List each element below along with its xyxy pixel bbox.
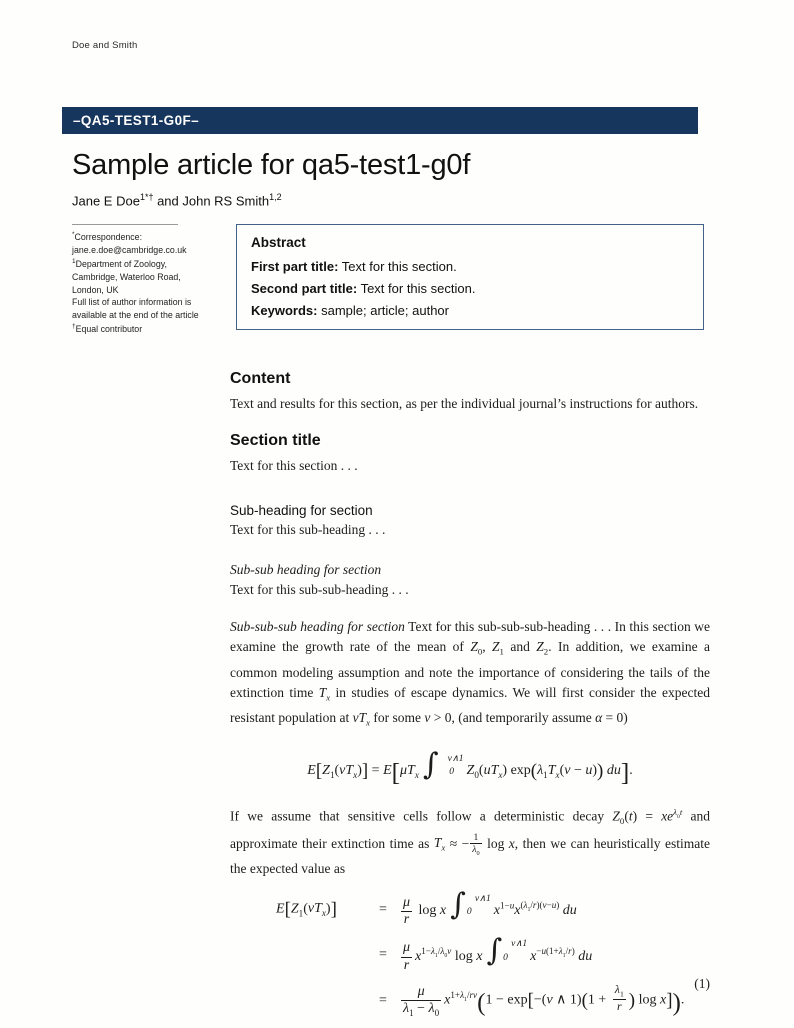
abstract-row-label: First part title: bbox=[251, 259, 339, 275]
content-paragraph: Text and results for this section, as per the individual journal’s instructions for authors. bbox=[230, 395, 699, 411]
abstract-keywords-row bbox=[251, 303, 689, 318]
article-title: Sample article for qa5-test1-g0f bbox=[72, 149, 471, 181]
correspondence-block bbox=[72, 224, 224, 336]
subsection-paragraph: Text for this sub-heading . . . bbox=[230, 521, 386, 537]
run-in-paragraph bbox=[230, 617, 710, 734]
equation-lhs: $E[Z_1(vT_x)]$ bbox=[276, 898, 337, 920]
author-info-note: Full list of author information is bbox=[72, 297, 192, 308]
section-paragraph: Text for this section . . . bbox=[230, 458, 358, 474]
subsection-heading: Sub-heading for section bbox=[230, 502, 373, 518]
main-column bbox=[230, 370, 710, 1018]
running-head: Doe and Smith bbox=[72, 40, 138, 51]
equation-row bbox=[276, 887, 710, 928]
equals-sign: = bbox=[379, 992, 387, 1008]
abstract-box bbox=[236, 224, 704, 330]
subsubsection-paragraph: Text for this sub-sub-heading . . . bbox=[230, 582, 409, 598]
affiliation-line: $^1$Department of Zoology, bbox=[72, 258, 167, 270]
equation-row bbox=[276, 932, 710, 974]
abstract-row bbox=[251, 259, 689, 274]
equation-row bbox=[276, 983, 710, 1019]
aligned-equation-block bbox=[230, 887, 710, 1018]
subsubsection-heading: Sub-sub heading for section bbox=[230, 562, 382, 578]
equation-number: (1) bbox=[694, 976, 710, 992]
abstract-row-label: Second part title: bbox=[251, 281, 358, 297]
equation-rhs: $\frac{\mu}{\lambda_1 - \lambda_0}$ $x^{1+\lambda_1/rv}(1 - \exp[-(v$ ∧ 1)(1 + $\frac{\lambda_1}{r}$ ) log x]). bbox=[403, 981, 685, 1018]
article-type-banner: –QA5-TEST1-G0F– bbox=[62, 107, 698, 134]
equal-contributor-note: †Equal contributor bbox=[72, 323, 143, 335]
equals-sign: = bbox=[379, 947, 387, 963]
affiliation-line: London, UK bbox=[72, 284, 119, 295]
equals-sign: = bbox=[379, 901, 387, 917]
run-in-heading: Sub-sub-sub heading for section bbox=[230, 618, 405, 634]
abstract-row-label: Keywords: bbox=[251, 303, 318, 319]
equation-rhs: $\frac{\mu}{r}$ $x^{1-\lambda_1/\lambda_0v}$ log x ∫ v∧1 0 $x^{-u(1+\lambda_1/r)}$ du bbox=[403, 932, 593, 973]
abstract-row-text: Text for this section. bbox=[360, 281, 476, 297]
abstract-row-text: sample; article; author bbox=[321, 303, 449, 319]
abstract-heading: Abstract bbox=[251, 235, 306, 251]
run-in-body: Text for this sub-sub-sub-heading . . . In this section we examine the growth rate of the mean of $Z_0$, $Z_1$ and $Z_2$. In addition, we examine a common modeling assumption and note the importance of considering the tails of the extinction time $T_x$ in studies of escape dynamics. We will first consider the expected resistant population at $vT_x$ for some v > 0, (and temporarily assume α = 0) bbox=[230, 618, 711, 728]
after-equation-paragraph: If we assume that sensitive cells follow a deterministic decay $Z_0(t) = xe^{\lambda_0t}$ and approximate their extinction time as $T_x$ ≈ − $\frac{1}{\lambda_0}$ log x, then we can heuristically estimate the expected value as bbox=[230, 806, 710, 876]
affiliation-line: Cambridge, Waterloo Road, bbox=[72, 271, 181, 282]
equation-rhs: $\frac{\mu}{r}$ log x ∫ v∧1 0 $x^{1-u}x^{(\lambda_1/r)(v-u)}$ du bbox=[403, 887, 577, 927]
author-line: Jane E Doe$^{1*\dagger}$ and John RS Smith$^{1,2}$ bbox=[72, 192, 282, 209]
correspondence-email: jane.e.doe@cambridge.co.uk bbox=[72, 244, 187, 255]
abstract-row bbox=[251, 281, 689, 296]
correspondence-line: *Correspondence: bbox=[72, 231, 143, 243]
content-heading: Content bbox=[230, 369, 291, 387]
display-equation: $E[Z_1(vT_x)] = E[\mu T_x$ ∫ v∧1 0 $Z_0(uT_x) \exp(\lambda_1T_x(v - u))$ du]. bbox=[307, 747, 633, 787]
abstract-row-text: Text for this section. bbox=[341, 259, 457, 275]
author-info-note: available at the end of the article bbox=[72, 309, 199, 320]
front-matter-columns bbox=[72, 224, 710, 336]
correspondence-divider bbox=[72, 224, 178, 225]
section-title-heading: Section title bbox=[230, 432, 321, 450]
